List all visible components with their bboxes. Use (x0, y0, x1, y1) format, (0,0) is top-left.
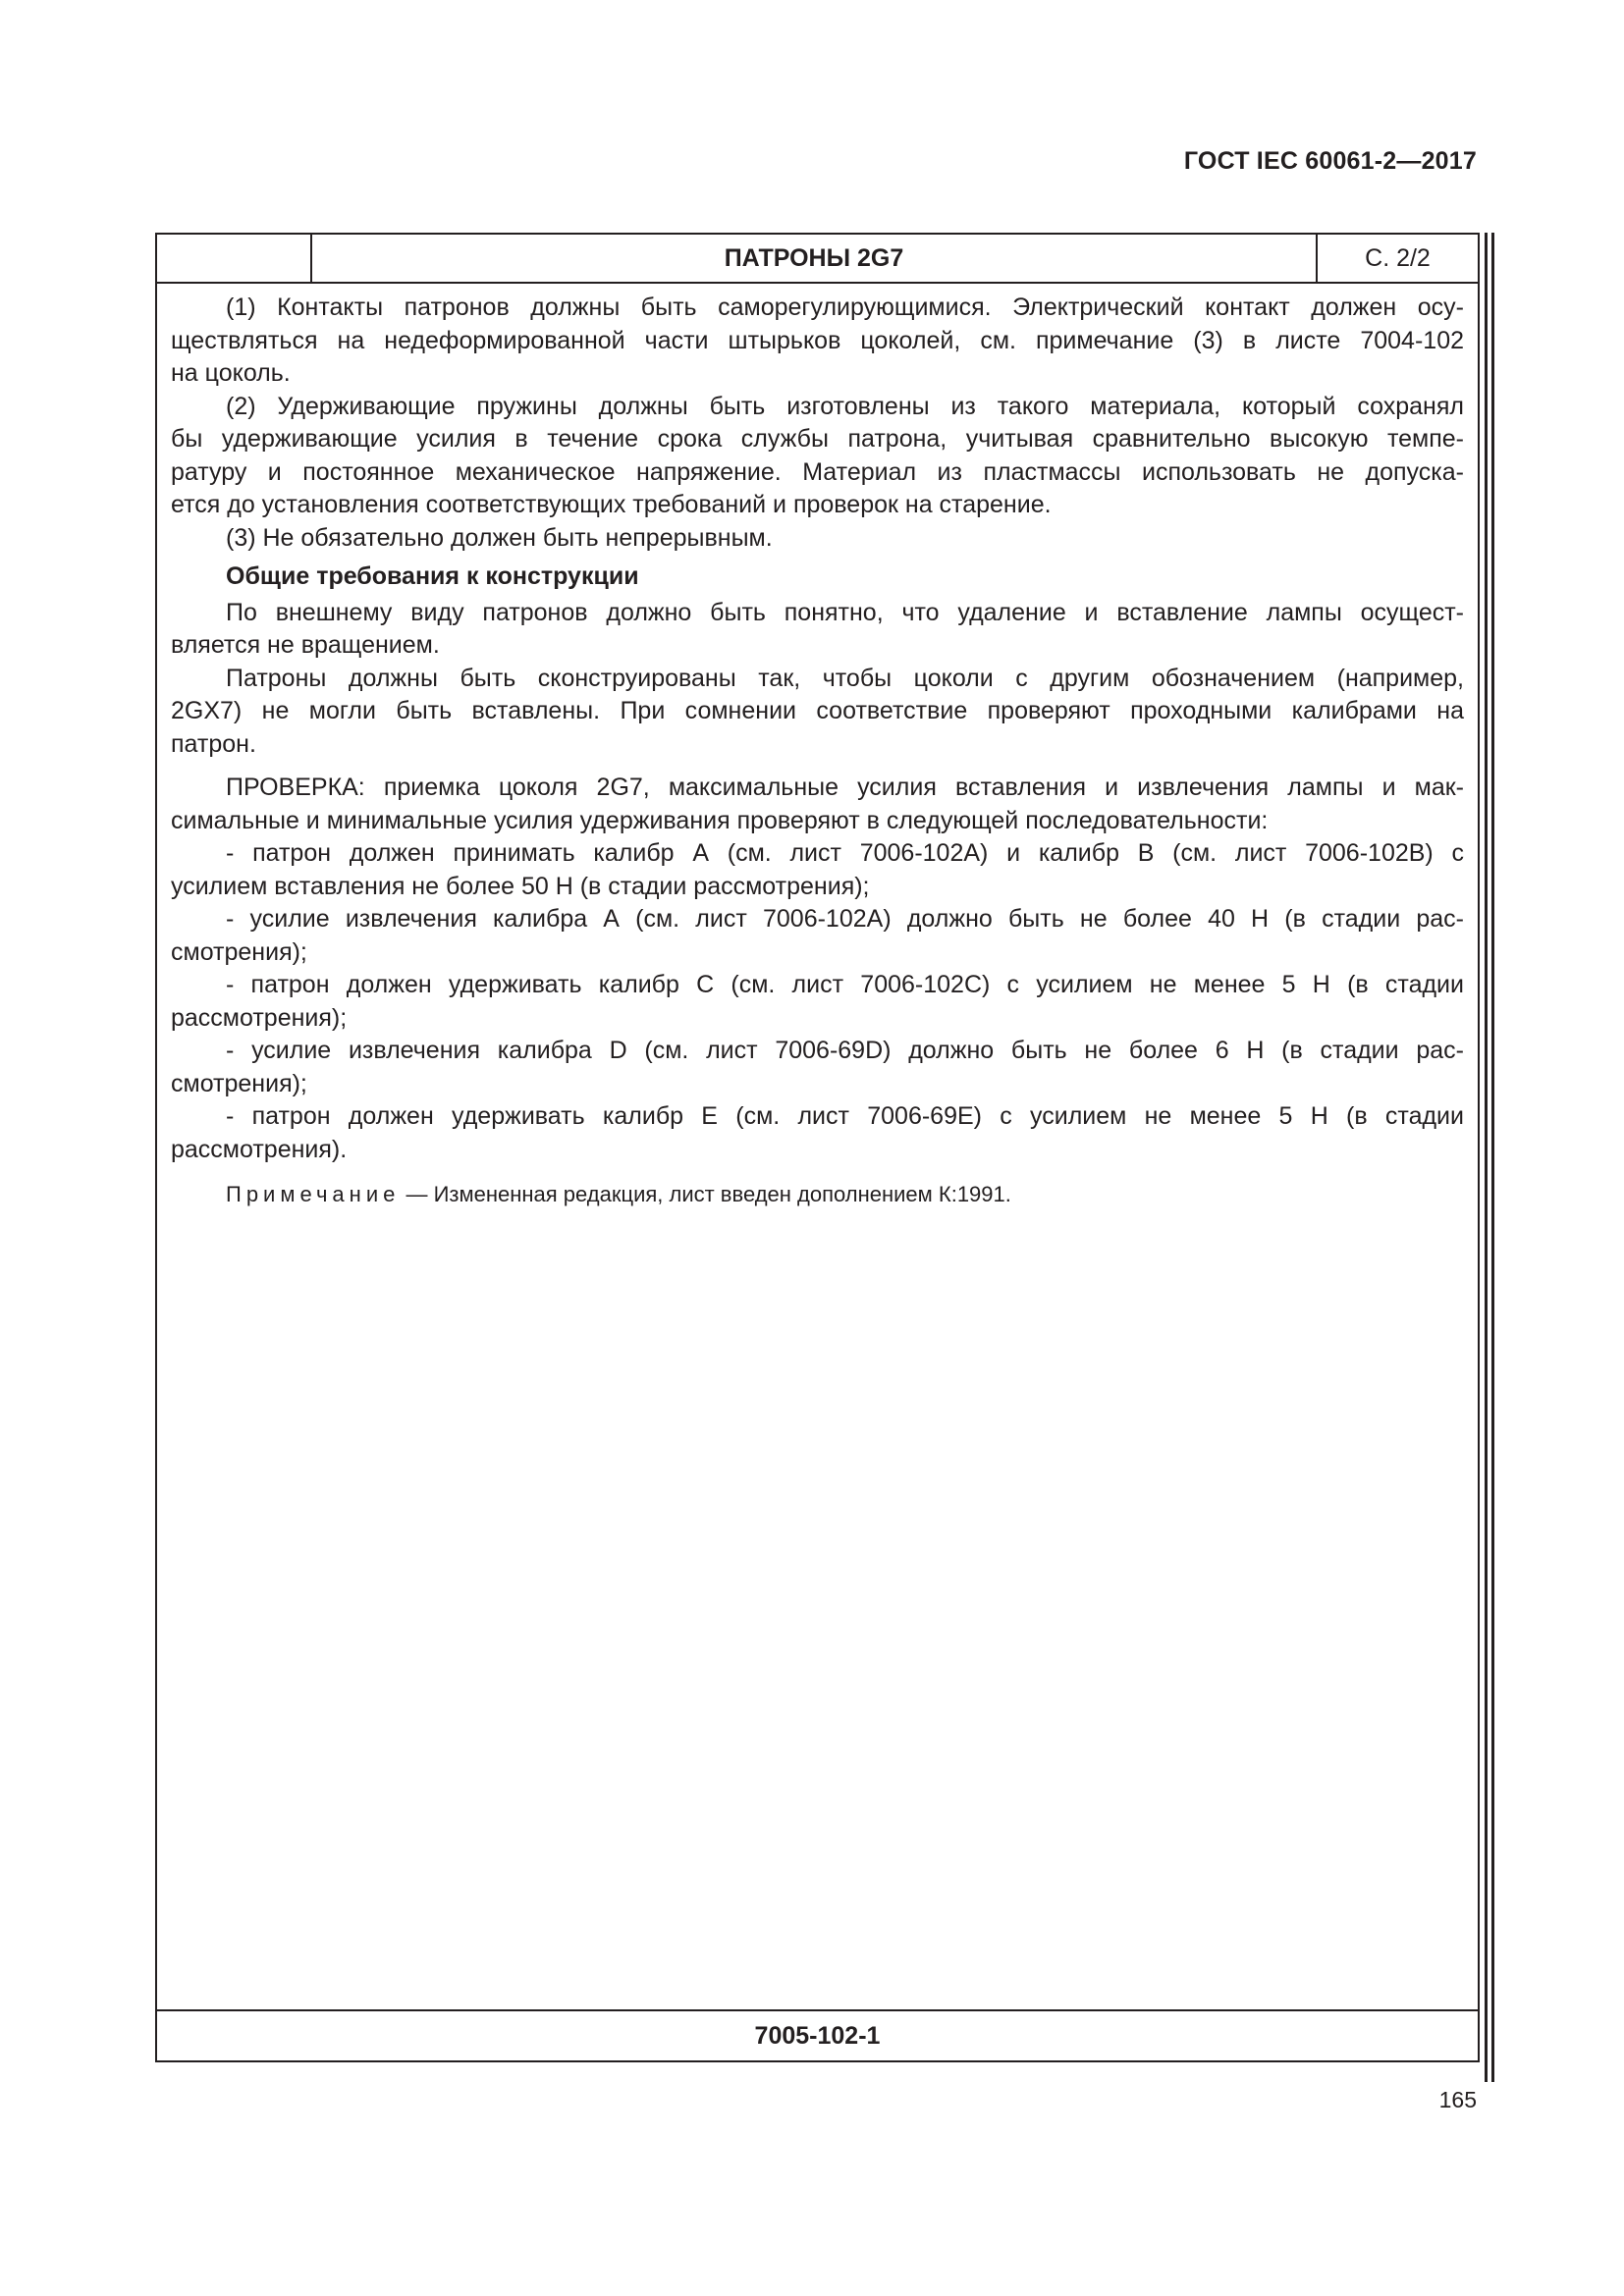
check-item-1-line-2: усилием вставления не более 50 Н (в стадии рассмотрения); (171, 872, 870, 900)
sheet-header (157, 235, 1478, 284)
note-2-line-3: ратуру и постоянное механическое напряжение. Материал из пластмассы использовать не допуска- (171, 457, 1464, 486)
sheet-number: 7005-102-1 (157, 2009, 1478, 2060)
sheet-title: ПАТРОНЫ 2G7 (312, 235, 1318, 282)
note-2-line-1: (2) Удерживающие пружины должны быть изготовлены из такого материала, который сохранял (226, 392, 1464, 420)
note-1-line-1: (1) Контакты патронов должны быть саморегулирующимися. Электрический контакт должен осу- (226, 294, 1464, 321)
construction-p2-line-1: Патроны должны быть сконструированы так, чтобы цоколи с другим обозначением (например, (226, 664, 1464, 692)
note-2-line-2: бы удерживающие усилия в течение срока службы патрона, учитывая сравнительно высокую темпе- (171, 425, 1464, 453)
sheet-content (171, 292, 1464, 1211)
check-item-5-line-1: - патрон должен удерживать калибр Е (см. лист 7006-69Е) с усилием не менее 5 Н (в стадии (226, 1102, 1464, 1130)
check-intro-line-1: ПРОВЕРКА: приемка цоколя 2G7, максимальные усилия вставления и извлечения лампы и мак- (226, 774, 1464, 801)
check-item-2-line-2: смотрения); (171, 937, 307, 966)
check-item-4-line-1: - усилие извлечения калибра D (см. лист 7006-69D) должно быть не более 6 Н (в стадии рас- (226, 1037, 1464, 1064)
document-code: ГОСТ IEC 60061-2—2017 (1183, 147, 1477, 175)
amendment-note (171, 1178, 1464, 1211)
construction-heading: Общие требования к конструкции (226, 562, 639, 590)
sheet-page-indicator: С. 2/2 (1365, 244, 1431, 272)
construction-p2-line-3: патрон. (171, 729, 256, 758)
header-empty-cell (157, 235, 312, 282)
construction-p2-line-2: 2GX7) не могли быть вставлены. При сомнении соответствие проверяют проходными калибрами на (171, 697, 1464, 724)
note-3: (3) Не обязательно должен быть непрерывным. (226, 523, 773, 552)
note-label: Примечание (226, 1182, 401, 1206)
note-2-line-4: ется до установления соответствующих требований и проверок на старение. (171, 491, 1052, 518)
construction-p1-line-1: По внешнему виду патронов должно быть понятно, что удаление и вставление лампы осущест- (226, 598, 1464, 626)
construction-p1-line-2: вляется не вращением. (171, 631, 440, 659)
check-item-1-line-1: - патрон должен принимать калибр А (см. лист 7006-102А) и калибр В (см. лист 7006-102В) с (226, 839, 1464, 867)
page-number: 165 (1438, 2087, 1477, 2112)
check-item-5-line-2: рассмотрения). (171, 1135, 348, 1163)
check-item-2-line-1: - усилие извлечения калибра А (см. лист 7006-102А) должно быть не более 40 Н (в стадии рас- (226, 905, 1464, 933)
note-text: — Измененная редакция, лист введен дополнением К:1991. (406, 1182, 1011, 1206)
frame-edge-line (1485, 233, 1488, 2082)
check-intro-line-2: симальные и минимальные усилия удерживания проверяют в следующей последовательности: (171, 806, 1269, 834)
check-item-3-line-1: - патрон должен удерживать калибр С (см. лист 7006-102С) с усилием не менее 5 Н (в стадии (226, 971, 1464, 998)
note-1-line-3: на цоколь. (171, 359, 291, 387)
check-item-4-line-2: смотрения); (171, 1069, 307, 1097)
note-1-line-2: ществляться на недеформированной части штырьков цоколей, см. примечание (3) в листе 7004-102 (171, 326, 1464, 354)
sheet-frame (155, 233, 1480, 2062)
check-item-3-line-2: рассмотрения); (171, 1003, 348, 1032)
frame-edge-line (1491, 233, 1494, 2082)
